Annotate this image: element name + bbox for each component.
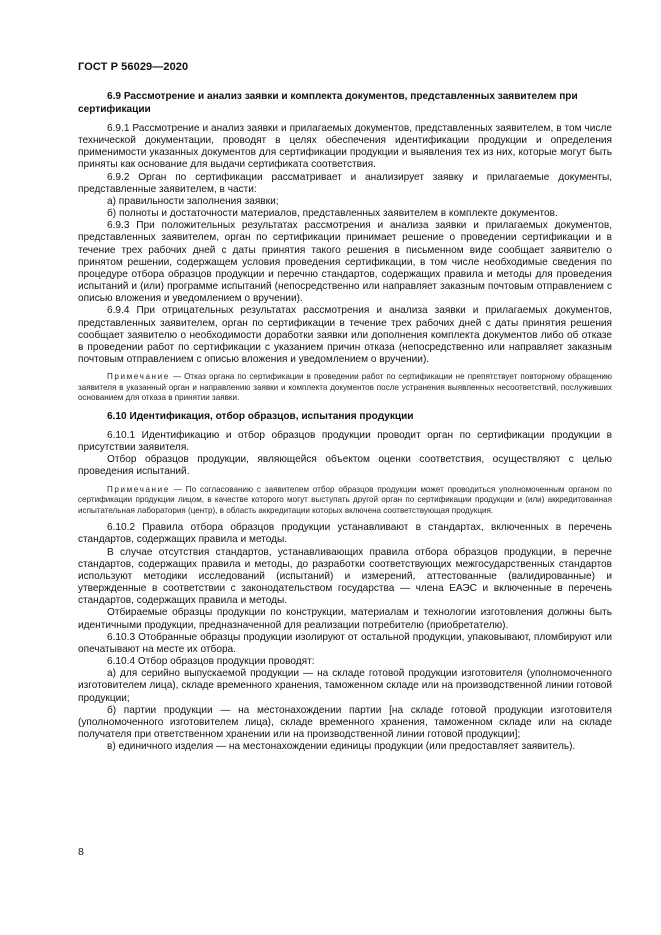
paragraph-6-9-1: 6.9.1 Рассмотрение и анализ заявки и прилагаемых документов, представленных заявителем, в том числе технической документации, проводят в целях обеспечения идентификации продукции и определения применимости указанных документов для сертификации продукции и выявления тех из них, которые могут быть приняты как основание для выдачи сертификата соответствия. bbox=[78, 123, 612, 171]
note-text: — По согласованию с заявителем отбор образцов продукции может проводиться уполномоченным органом по сертификации продукции лицом, в качестве которого могут выступать другой орган по сертификации продукции и (или) аккредитованная испытательная лаборатория (центр), в область аккредитации которых включена соответствующая продукция. bbox=[78, 484, 612, 515]
list-item-6-10-4-b: б) партии продукции — на местонахождении партии [на складе готовой продукции изготовителя (уполномоченного изготовителем лица), складе временного хранения, таможенном складе или на складе получателя при ответственном хранении или на производственной линии готовой продукции]; bbox=[78, 704, 612, 740]
note-label: Примечание bbox=[107, 484, 170, 494]
note-6-10 bbox=[78, 485, 612, 517]
paragraph-6-10-2-b: В случае отсутствия стандартов, устанавливающих правила отбора образцов продукции, в перечне стандартов, содержащих правила и методы, до разработки соответствующих межгосударственных стандартов используют методики исследований (испытаний) и измерений, аттестованные (валидированные) и утвержденные в соответствии с законодательством государства — члена ЕАЭС и включенные в перечень стандартов, содержащих правила и методы. bbox=[78, 546, 612, 607]
list-item-6-10-4-a: а) для серийно выпускаемой продукции — на складе готовой продукции изготовителя (уполномоченного изготовителем лица), складе временного хранения, таможенном складе или на производственной линии готовой продукции; bbox=[78, 668, 612, 704]
document-header: ГОСТ Р 56029—2020 bbox=[78, 61, 189, 73]
paragraph-6-10-2: 6.10.2 Правила отбора образцов продукции устанавливают в стандартах, включенных в перечень стандартов, содержащих правила и методы. bbox=[78, 522, 612, 546]
paragraph-6-9-4: 6.9.4 При отрицательных результатах рассмотрения и анализа заявки и прилагаемых документов, представленных заявителем, орган по сертификации в течение трех рабочих дней с даты принятия решения сообщает заявителю о необходимости доработки заявки или дополнения комплекта документов либо об отказе в проведении работ по сертификации с указанием причин отказа (непосредственно или направляет заказным почтовым отправлением с описью вложения и уведомлением о вручении). bbox=[78, 305, 612, 365]
list-item-6-9-2-a: а) правильности заполнения заявки; bbox=[107, 195, 279, 207]
section-heading-6-10: 6.10 Идентификация, отбор образцов, испытания продукции bbox=[107, 410, 414, 422]
list-item-6-10-4-c: в) единичного изделия — на местонахождении единицы продукции (или предоставляет заявитель). bbox=[107, 741, 576, 753]
note-6-9 bbox=[78, 372, 612, 404]
page-number: 8 bbox=[78, 846, 84, 858]
paragraph-6-10-2-c: Отбираемые образцы продукции по конструкции, материалам и технологии изготовления должны быть идентичными продукции, предназначенной для реализации потребителю (приобретателю). bbox=[78, 607, 612, 631]
paragraph-6-10-1-b: Отбор образцов продукции, являющейся объектом оценки соответствия, осуществляют с целью проведения испытаний. bbox=[78, 454, 612, 478]
list-item-6-9-2-b: б) полноты и достаточности материалов, представленных заявителем в комплекте документов. bbox=[107, 208, 558, 220]
note-label: Примечание bbox=[107, 372, 170, 382]
paragraph-6-10-1: 6.10.1 Идентификацию и отбор образцов продукции проводит орган по сертификации продукции в присутствии заявителя. bbox=[78, 429, 612, 454]
section-heading-6-9: 6.9 Рассмотрение и анализ заявки и комплекта документов, представленных заявителем при сертификации bbox=[78, 91, 578, 115]
document-body bbox=[78, 90, 612, 753]
paragraph-6-10-3: 6.10.3 Отобранные образцы продукции изолируют от остальной продукции, упаковывают, пломбируют или опечатывают на месте их отбора. bbox=[78, 631, 612, 655]
paragraph-6-9-3: 6.9.3 При положительных результатах рассмотрения и анализа заявки и прилагаемых документов, представленных заявителем, орган по сертификации принимает решение о проведении сертификации и в течение трех рабочих дней с даты принятия такого решения в письменном виде сообщает заявителю о принятом решении, содержащем условия проведения сертификации, в том числе необходимые сведения по процедуре отбора образцов продукции и перечню стандартов, содержащих правила и методы для проведения испытаний и (или) программе испытаний (непосредственно или направляет заказным почтовым отправлением с описью вложения и уведомлением о вручении). bbox=[78, 220, 612, 305]
paragraph-6-10-4: 6.10.4 Отбор образцов продукции проводят: bbox=[107, 656, 315, 668]
paragraph-6-9-2: 6.9.2 Орган по сертификации рассматривает и анализирует заявку и прилагаемые документы, представленные заявителем, в части: bbox=[78, 171, 612, 195]
note-text: — Отказ органа по сертификации в проведении работ по сертификации не препятствует повторному обращению заявителя в указанный орган и направлению заявки и комплекта документов после устранения выявленных несоответствий, послуживших основанием для отказа в принятии заявки. bbox=[78, 372, 612, 403]
